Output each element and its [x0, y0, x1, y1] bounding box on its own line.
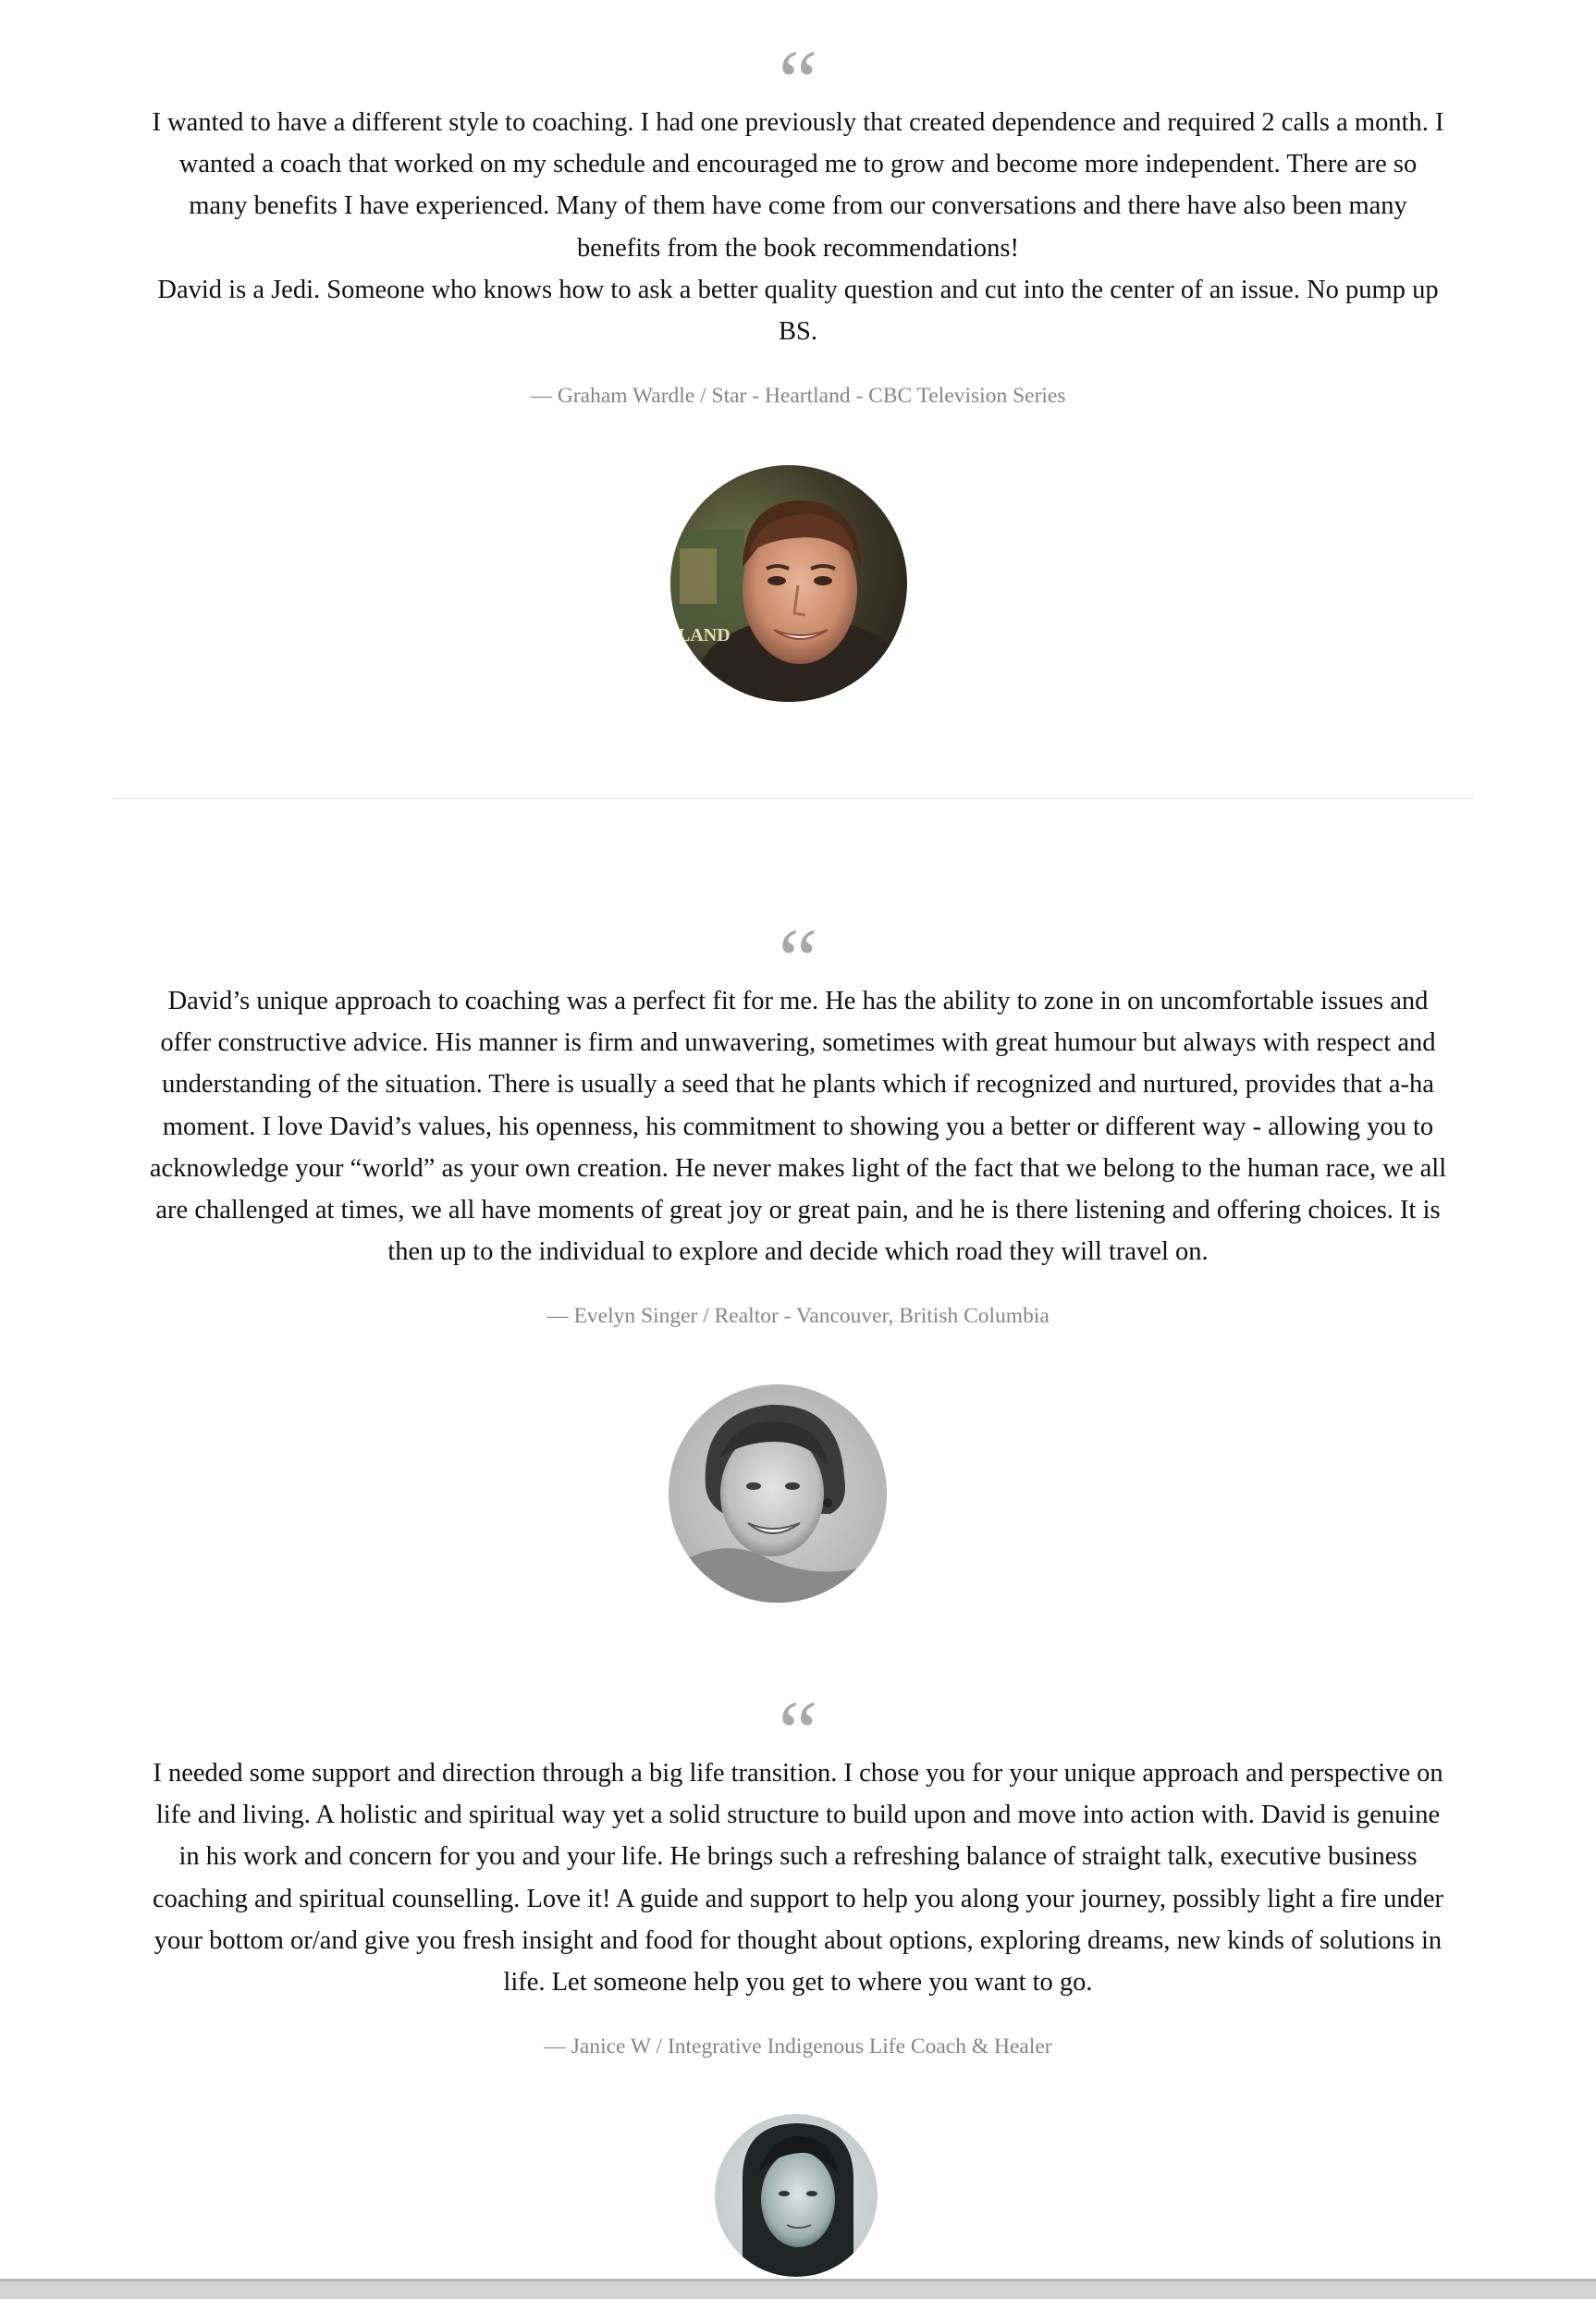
quote-mark-icon: “	[778, 1688, 818, 1743]
testimonial-quote	[148, 102, 1448, 352]
janice-w-photo	[715, 2114, 878, 2277]
avatar	[670, 465, 907, 702]
testimonial-paragraph: I wanted to have a different style to coaching. I had one previously that created dependence and required 2 calls a month. I wanted a coach that worked on my schedule and encouraged me to grow and become more independent. There are so many benefits I have experienced. Many of them have come from our conversations and there have also been many benefits from the book recommendations!	[152, 108, 1444, 263]
testimonial-quote	[148, 1752, 1448, 2003]
photo-overlay-text: LAND	[678, 625, 730, 645]
quote-mark-icon: “	[778, 37, 818, 92]
testimonial-attribution: — Janice W / Integrative Indigenous Life Coach & Healer	[544, 2035, 1052, 2059]
quote-mark-icon: “	[778, 916, 818, 971]
section-divider	[113, 798, 1474, 799]
testimonial-quote	[148, 980, 1448, 1272]
horizontal-scrollbar[interactable]	[0, 2279, 1596, 2299]
testimonial-attribution: — Graham Wardle / Star - Heartland - CBC Television Series	[530, 384, 1066, 408]
evelyn-singer-photo	[669, 1384, 887, 1603]
avatar	[715, 2114, 878, 2277]
testimonial-paragraph: David’s unique approach to coaching was a perfect fit for me. He has the ability to zone in on uncomfortable issues and offer constructive advice. His manner is firm and unwavering, sometimes with great humour but always with respect and understanding of the situation. There is usually a seed that he plants which if recognized and nurtured, provides that a-ha moment. I love David’s values, his openness, his commitment to showing you a better or different way - allowing you to acknowledge your “world” as your own creation. He never makes light of the fact that we belong to the human race, we all are challenged at times, we all have moments of great joy or great pain, and he is there listening and offering choices. It is then up to the individual to explore and decide which road they will travel on.	[149, 987, 1447, 1267]
graham-wardle-photo	[670, 465, 907, 702]
testimonial-attribution: — Evelyn Singer / Realtor - Vancouver, British Columbia	[546, 1304, 1050, 1328]
avatar	[669, 1384, 887, 1603]
testimonial-paragraph: I needed some support and direction through a big life transition. I chose you for your unique approach and perspective on life and living. A holistic and spiritual way yet a solid structure to build upon and move into action with. David is genuine in his work and concern for you and your life. He brings such a refreshing balance of straight talk, executive business coaching and spiritual counselling. Love it! A guide and support to help you along your journey, possibly light a fire under your bottom or/and give you fresh insight and food for thought about options, exploring dreams, new kinds of solutions in life. Let someone help you get to where you want to go.	[153, 1759, 1443, 1998]
testimonial-paragraph: David is a Jedi. Someone who knows how to ask a better quality question and cut into the center of an issue. No pump up BS.	[157, 275, 1439, 347]
